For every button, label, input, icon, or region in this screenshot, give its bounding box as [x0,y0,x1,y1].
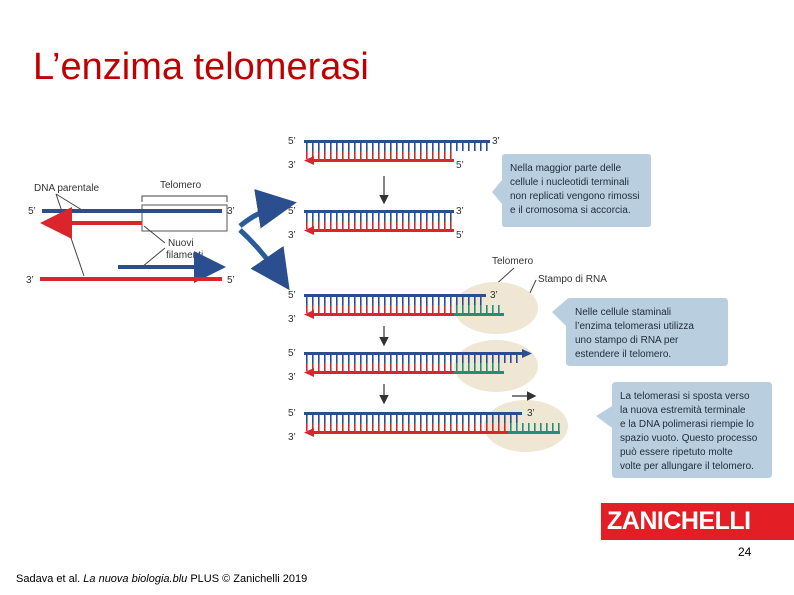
zoom-arrow-up [240,204,287,226]
svg-text:5’: 5’ [227,275,235,286]
svg-text:5’: 5’ [288,290,296,301]
label-telomero-left: Telomero [160,180,202,191]
callout-2 [552,298,728,366]
label-telomero-right: Telomero [492,256,534,267]
svg-text:5’: 5’ [288,348,296,359]
svg-text:3’: 3’ [456,206,464,217]
stage-5 [288,396,568,452]
svg-text:5’: 5’ [288,136,296,147]
svg-text:5’: 5’ [28,206,36,217]
footer-rest: PLUS © Zanichelli 2019 [187,573,308,585]
label-filamenti: filamenti [166,250,204,261]
svg-text:3’: 3’ [288,314,296,325]
svg-text:3’: 3’ [288,372,296,383]
stage-1 [288,136,500,202]
footer-authors: Sadava et al. [16,573,84,585]
svg-text:5’: 5’ [288,206,296,217]
svg-text:3’: 3’ [288,230,296,241]
svg-text:3’: 3’ [288,160,296,171]
footer-book: La nuova biologia.blu [83,573,188,585]
telomere-bracket [142,196,227,202]
stage-3 [288,282,538,344]
svg-text:Nella maggior parte delle: Nella maggior parte delle cellule i nucleotidi terminali non replicati vengono rimossi e il cromosoma si accorcia. [510,163,640,216]
svg-text:Nelle cellule staminali: Nelle cellule staminali l’enzima telomerasi utilizza uno stampo di RNA per estendere il telomero. [575,307,694,360]
callout-1 [492,154,651,227]
svg-text:3’: 3’ [490,290,498,301]
label-stampo: Stampo di RNA [538,274,607,285]
svg-text:5’: 5’ [456,230,464,241]
svg-text:5’: 5’ [288,408,296,419]
page-number: 24 [738,545,752,559]
label-nuovi: Nuovi [168,238,194,249]
zoom-arrow-down [240,230,284,282]
label-dna-parentale: DNA parentale [34,183,100,194]
svg-text:3’: 3’ [288,432,296,443]
callout-3 [596,382,772,478]
slide-title: L’enzima telomerasi [33,46,369,88]
svg-text:5’: 5’ [456,160,464,171]
svg-text:3’: 3’ [527,408,535,419]
footer-citation [16,573,307,585]
telomere-box [142,205,227,231]
stage-2 [288,206,464,241]
svg-text:3’: 3’ [492,136,500,147]
svg-text:3’: 3’ [227,206,235,217]
svg-text:La telomerasi si sposta verso: La telomerasi si sposta verso la nuova estremità terminale e la DNA polimerasi riempie lo spazio vuoto. Questo processo può essere ripetuto molte volte per allungare il telomero. [620,391,758,472]
telomerase-diagram [22,130,792,490]
stage-4 [288,340,538,402]
zanichelli-logo: ZANICHELLI [601,503,794,540]
svg-text:3’: 3’ [26,275,34,286]
parental-dna-panel [26,180,287,286]
